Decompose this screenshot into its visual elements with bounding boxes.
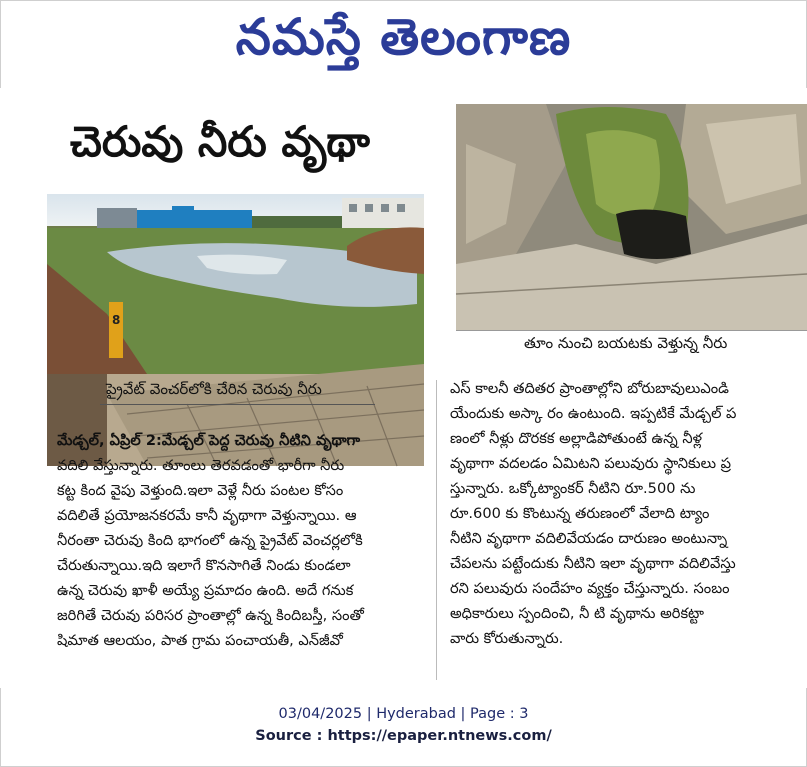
sluice-water-photo <box>456 104 807 330</box>
article-line: వదిలితే ప్రయోజనకరమే కానీ వృథాగా వెళ్తున్నాయి. ఆ <box>57 507 357 524</box>
column-divider <box>436 380 437 680</box>
photo-divider <box>456 330 807 331</box>
article-line: రూ.600 కు కొంటున్న తరుణంలో వేలాది ట్యాం <box>450 505 710 522</box>
caption-divider <box>100 404 375 405</box>
article-line: వృథాగా వదలడం ఏమిటని పలువురు స్థానికులు ప్ర <box>450 455 732 472</box>
flooded-venture-photo <box>47 194 424 466</box>
article-line: చేపలను పట్టేందుకు నీటిని ఇలా వృథాగా వదిలివేస్తు <box>450 555 736 572</box>
article-line: జరిగితే చెరువు పరిసర ప్రాంతాల్లో ఉన్న కిందిబస్తీ, సంతో <box>57 607 364 624</box>
article-line: చేరుతున్నాయి.ఇది ఇలాగే కొనసాగితే నిండు కుండలా <box>57 557 351 574</box>
article-line: రని పలువురు సందేహం వ్యక్తం చేస్తున్నారు. సంబం <box>450 580 730 597</box>
article-line: యేందుకు అస్కా రం ఉంటుంది. ఇప్పటికే మేడ్చల్ ప <box>450 405 737 422</box>
article-headline: చెరువు నీరు వృథా <box>70 117 370 166</box>
left-photo-caption: ప్రైవేట్ వెంచర్‌లోకి చేరిన చెరువు నీరు <box>106 380 322 398</box>
article-line: నీరంతా చెరువు కింది భాగంలో ఉన్న ప్రైవేట్ వెంచర్లలోకి <box>57 532 363 549</box>
article-line: స్తున్నారు. ఒక్కోట్యాంకర్ నీటిని రూ.500 ను <box>450 480 696 497</box>
article-right-column <box>450 376 807 651</box>
article-line: వారు కోరుతున్నారు. <box>450 630 564 647</box>
article-line: అధికారులు స్పందించి, నీ టి వృథాను అరికట్టా <box>450 605 705 622</box>
edition-info: 03/04/2025 | Hyderabad | Page : 3 <box>278 706 529 722</box>
survey-post-number: 8 <box>112 313 121 327</box>
article-line: నీటిని వృథాగా వదిలివేయడం దారుణం అంటున్నా <box>450 530 728 547</box>
newspaper-masthead: నమస్తే తెలంగాణ <box>235 8 572 66</box>
article-line: షిమాత ఆలయం, పాత గ్రామ పంచాయతీ, ఎన్‌జీవో <box>57 632 343 649</box>
news-clipping <box>0 88 807 688</box>
article-left-column <box>57 428 427 653</box>
article-line: మేడ్చల్, ఏప్రిల్ 2:మేడ్చల్ పెద్ద చెరువు నీటిని వృథాగా <box>57 432 361 449</box>
article-line: ఎస్ కాలనీ తదితర ప్రాంతాల్లోని బోరుబావులుఎండి <box>450 380 729 397</box>
right-photo-caption: తూం నుంచి బయటకు వెళ్తున్న నీరు <box>524 334 728 352</box>
source-link[interactable]: Source : https://epaper.ntnews.com/ <box>255 728 552 744</box>
article-line: వదిలి వేస్తున్నారు. తూంలు తెరవడంతో భారీగా నీరు <box>57 457 345 474</box>
survey-post-icon <box>109 302 123 358</box>
article-line: కట్ట కింద వైపు వెళ్తుంది.ఇలా వెళ్లే నీరు పంటల కోసం <box>57 482 344 499</box>
article-line: ఉన్న చెరువు ఖాళీ అయ్యే ప్రమాదం ఉంది. అదే గనుక <box>57 582 354 599</box>
article-line: ణంలో నీళ్లు దొరకక అల్లాడిపోతుంటే ఉన్న నీళ్ల <box>450 430 703 447</box>
